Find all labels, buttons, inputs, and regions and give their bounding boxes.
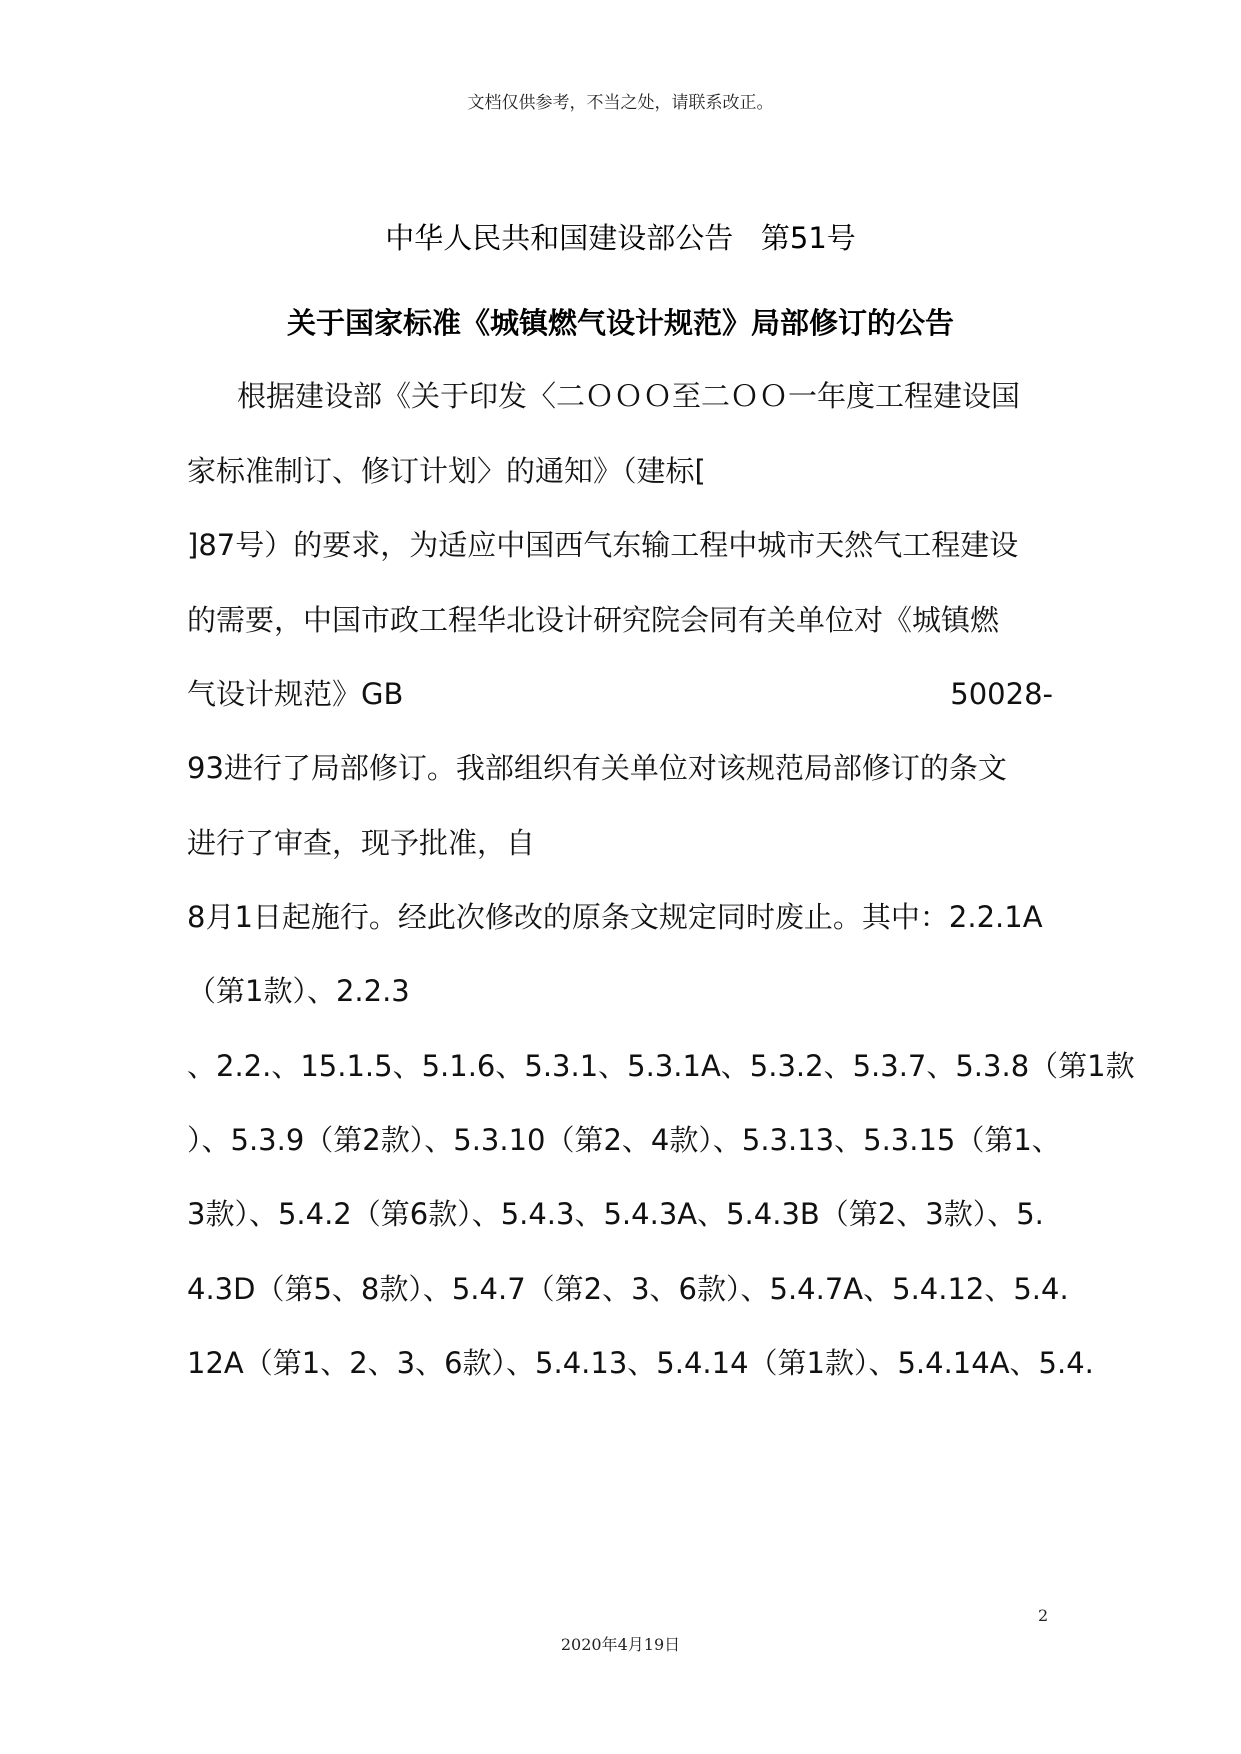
body-line: ）、5.3.9（第2款）、5.3.10（第2、4款）、5.3.13、5.3.15（第1、	[187, 1123, 1061, 1157]
body-line: 8月1日起施行。经此次修改的原条文规定同时废止。其中：2.2.1A	[187, 900, 1043, 934]
body-line: 根据建设部《关于印发〈二ＯＯＯ至二ＯＯ一年度工程建设国	[237, 379, 1021, 413]
announcement-title: 中华人民共和国建设部公告 第51号	[385, 221, 856, 255]
page-number: 2	[1038, 1606, 1049, 1625]
body-line: 的需要，中国市政工程华北设计研究院会同有关单位对《城镇燃	[187, 603, 1000, 637]
footer-date: 2020年4月19日	[560, 1635, 681, 1654]
header-note: 文档仅供参考，不当之处，请联系改正。	[467, 93, 774, 113]
body-line: 3款）、5.4.2（第6款）、5.4.3、5.4.3A、5.4.3B（第2、3款）、5.	[187, 1197, 1044, 1231]
body-line: 进行了审查，现予批准，自	[187, 826, 536, 860]
body-line: 、2.2.、15.1.5、5.1.6、5.3.1、5.3.1A、5.3.2、5.3.7、5.3.8（第1款	[187, 1049, 1135, 1083]
body-line: ]87号）的要求，为适应中国西气东输工程中城市天然气工程建设	[187, 528, 1019, 562]
body-line: 12A（第1、2、3、6款）、5.4.13、5.4.14（第1款）、5.4.14A、5.4.	[187, 1346, 1094, 1380]
body-line-left: 气设计规范》GB	[187, 677, 404, 711]
body-line: 93进行了局部修订。我部组织有关单位对该规范局部修订的条文	[187, 751, 1007, 785]
body-line: （第1款）、2.2.3	[187, 974, 410, 1008]
body-line: 家标准制订、修订计划〉的通知》（建标[	[187, 454, 706, 488]
body-line	[187, 674, 1053, 714]
announcement-subtitle: 关于国家标准《城镇燃气设计规范》局部修订的公告	[286, 306, 954, 340]
body-line-right: 50028-	[950, 677, 1053, 711]
body-line: 4.3D（第5、8款）、5.4.7（第2、3、6款）、5.4.7A、5.4.12、5.4.	[187, 1272, 1069, 1306]
